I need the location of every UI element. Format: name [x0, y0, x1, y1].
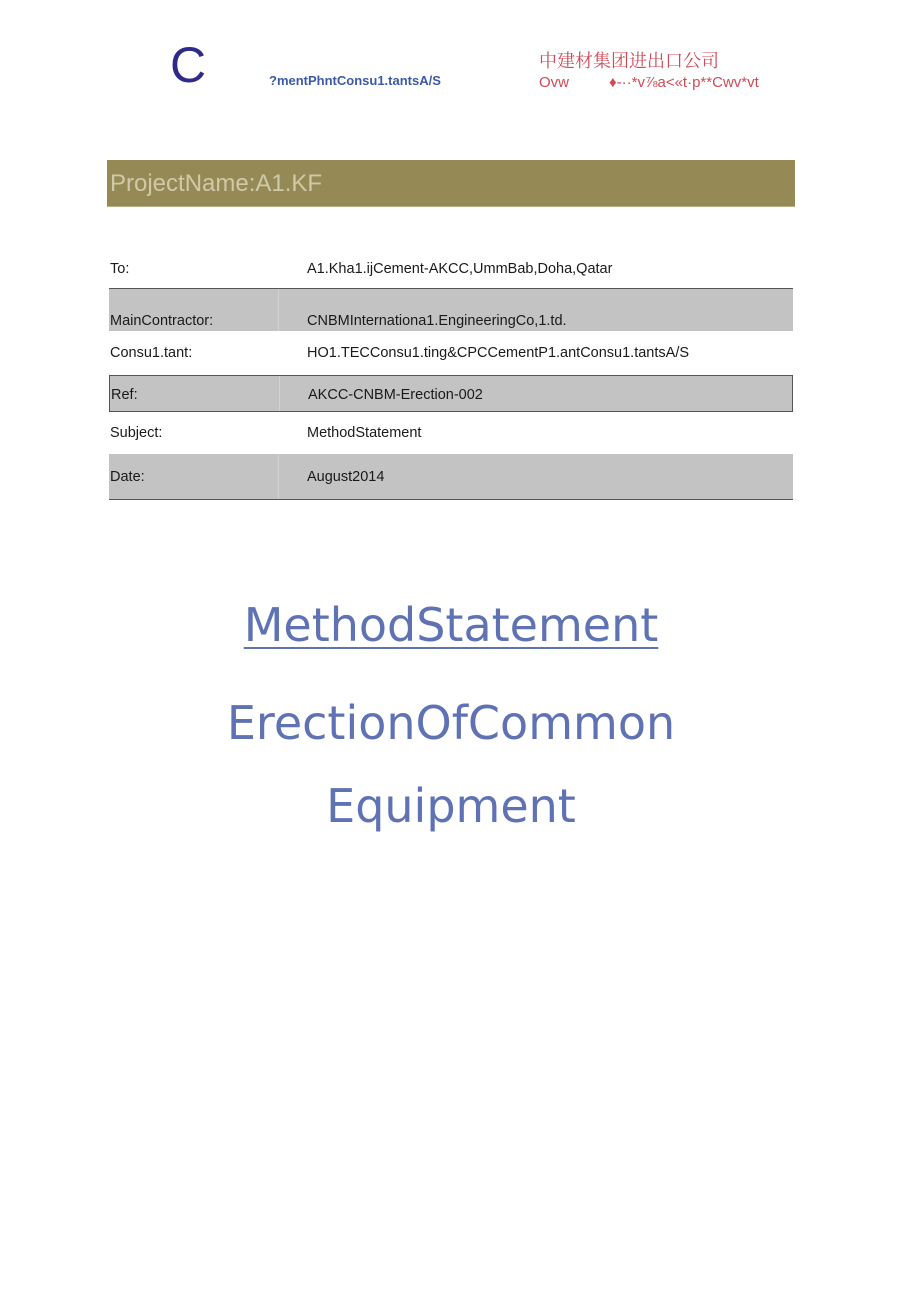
info-label: Consu1.tant: — [110, 345, 193, 361]
info-value: MethodStatement — [307, 425, 422, 441]
cell-divider — [278, 454, 279, 499]
document-title-text: MethodStatement — [243, 598, 659, 652]
company-en-right: ♦-··*v⅞a<«t·p**Cwv*vt — [609, 74, 759, 91]
info-row-date — [109, 454, 793, 500]
document-title — [0, 598, 902, 652]
cell-divider — [278, 289, 279, 331]
info-value: HO1.TECConsu1.ting&CPCCementP1.antConsu1.tantsA/S — [307, 345, 690, 361]
company-en-left: Ovw — [539, 74, 569, 91]
consultant-name: ?mentPhntConsu1.tantsA/S — [269, 73, 441, 88]
info-label: Ref: — [111, 387, 138, 403]
company-name-chinese: 中建材集团进出口公司 — [539, 51, 719, 72]
info-label: To: — [110, 261, 130, 277]
info-row-consultant — [109, 331, 793, 375]
info-value: August2014 — [307, 469, 385, 485]
info-value: CNBMInternationa1.EngineeringCo,1.td. — [307, 313, 567, 329]
project-name-bar — [107, 160, 795, 207]
info-label: MainContractor: — [110, 313, 214, 329]
document-subtitle-line1: ErectionOfCommon — [226, 696, 676, 750]
info-row-ref — [109, 375, 793, 412]
info-label: Date: — [110, 469, 145, 485]
cell-divider — [279, 376, 280, 411]
company-name-english — [539, 74, 759, 91]
info-value: AKCC-CNBM-Erection-002 — [308, 387, 483, 403]
document-subtitle-line2: Equipment — [326, 779, 576, 833]
info-value: A1.Kha1.ijCement-AKCC,UmmBab,Doha,Qatar — [307, 261, 613, 277]
info-row-main-contractor — [109, 289, 793, 331]
info-row-subject — [109, 412, 793, 454]
document-info-table — [109, 248, 793, 500]
info-row-to — [109, 248, 793, 289]
company-logo: C — [170, 37, 207, 93]
info-label: Subject: — [110, 425, 163, 441]
project-name: ProjectName:A1.KF — [110, 170, 323, 197]
